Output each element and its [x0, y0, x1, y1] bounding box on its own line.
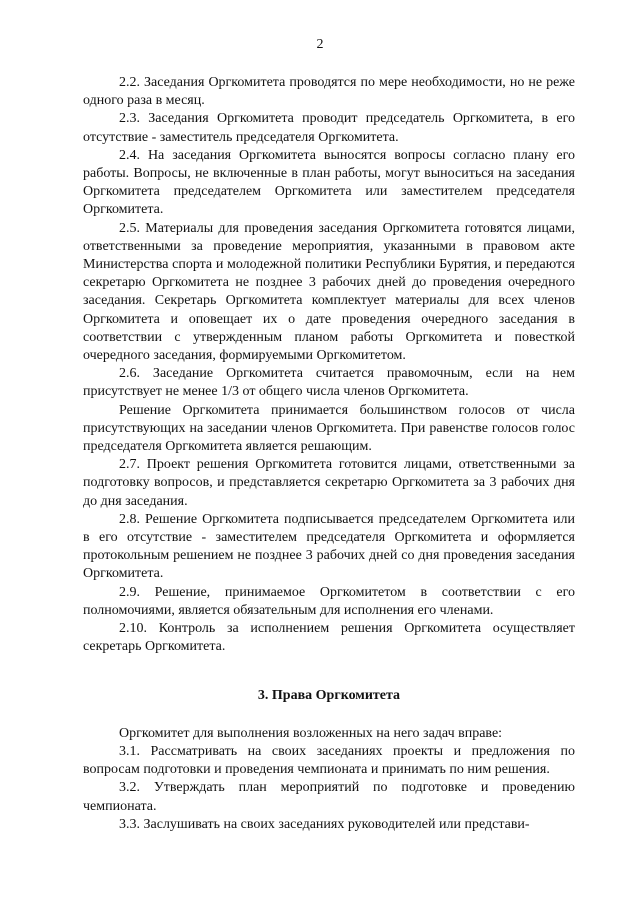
paragraph-2-10: 2.10. Контроль за исполнением решения Оргкомитета осуществляет секретарь Оргкомитета.: [83, 621, 575, 655]
paragraph-2-8: 2.8. Решение Оргкомитета подписывается председателем Оргкомитета или в его отсутствие - заместителем председателя Оргкомитета и оформляется протокольным решением не позднее 3 рабочих дней со дня проведения заседания Оргкомитета.: [83, 511, 575, 582]
paragraph-decision: Решение Оргкомитета принимается большинством голосов от числа присутствующих на заседании членов Оргкомитета. При равенстве голосов голос председателя Оргкомитета является решающим.: [83, 402, 575, 455]
paragraph-2-7: 2.7. Проект решения Оргкомитета готовится лицами, ответственными за подготовку вопросов, и представляется секретарю Оргкомитета за 3 рабочих дня до дня заседания.: [83, 457, 575, 509]
document-body: [83, 74, 575, 834]
paragraph-2-4: 2.4. На заседания Оргкомитета выносятся вопросы согласно плану его работы. Вопросы, не включенные в план работы, могут выноситься на заседания Оргкомитета председателем Оргкомитета или заместителем председателя Оргкомитета.: [83, 147, 575, 218]
paragraph-2-9: 2.9. Решение, принимаемое Оргкомитетом в соответствии с его полномочиями, является обязательным для исполнения его членами.: [83, 584, 575, 618]
page-number: 2: [316, 37, 324, 52]
paragraph-2-3: 2.3. Заседания Оргкомитета проводит председатель Оргкомитета, в его отсутствие - заместитель председателя Оргкомитета.: [83, 111, 575, 145]
section-title: 3. Права Оргкомитета: [257, 687, 401, 703]
paragraph-rights-intro: Оргкомитет для выполнения возложенных на него задач вправе:: [119, 725, 503, 741]
paragraph-2-5: 2.5. Материалы для проведения заседания Оргкомитета готовятся лицами, ответственными за проведение мероприятия, указанными в правовом акте Министерства спорта и молодежной политики Республики Бурятия, и передаются секретарю Оргкомитета не позднее 3 рабочих дней до проведения очередного заседания. Секретарь Оргкомитета комплектует материалы для всех членов Оргкомитета и оповещает их о дате проведения очередного заседания в соответствии с утвержденным планом работы Оргкомитета и повесткой очередного заседания, формируемыми Оргкомитетом.: [83, 220, 575, 364]
paragraph-3-2: 3.2. Утверждать план мероприятий по подготовке и проведению чемпионата.: [83, 780, 575, 814]
paragraph-2-6: 2.6. Заседание Оргкомитета считается правомочным, если на нем присутствует не менее 1/3 от общего числа членов Оргкомитета.: [83, 366, 575, 400]
paragraph-3-3: 3.3. Заслушивать на своих заседаниях руководителей или представи-: [119, 816, 530, 832]
paragraph-2-2: 2.2. Заседания Оргкомитета проводятся по мере необходимости, но не реже одного раза в месяц.: [83, 75, 575, 109]
paragraph-3-1: 3.1. Рассматривать на своих заседаниях проекты и предложения по вопросам подготовки и проведения чемпионата и принимать по ним решения.: [83, 743, 575, 778]
